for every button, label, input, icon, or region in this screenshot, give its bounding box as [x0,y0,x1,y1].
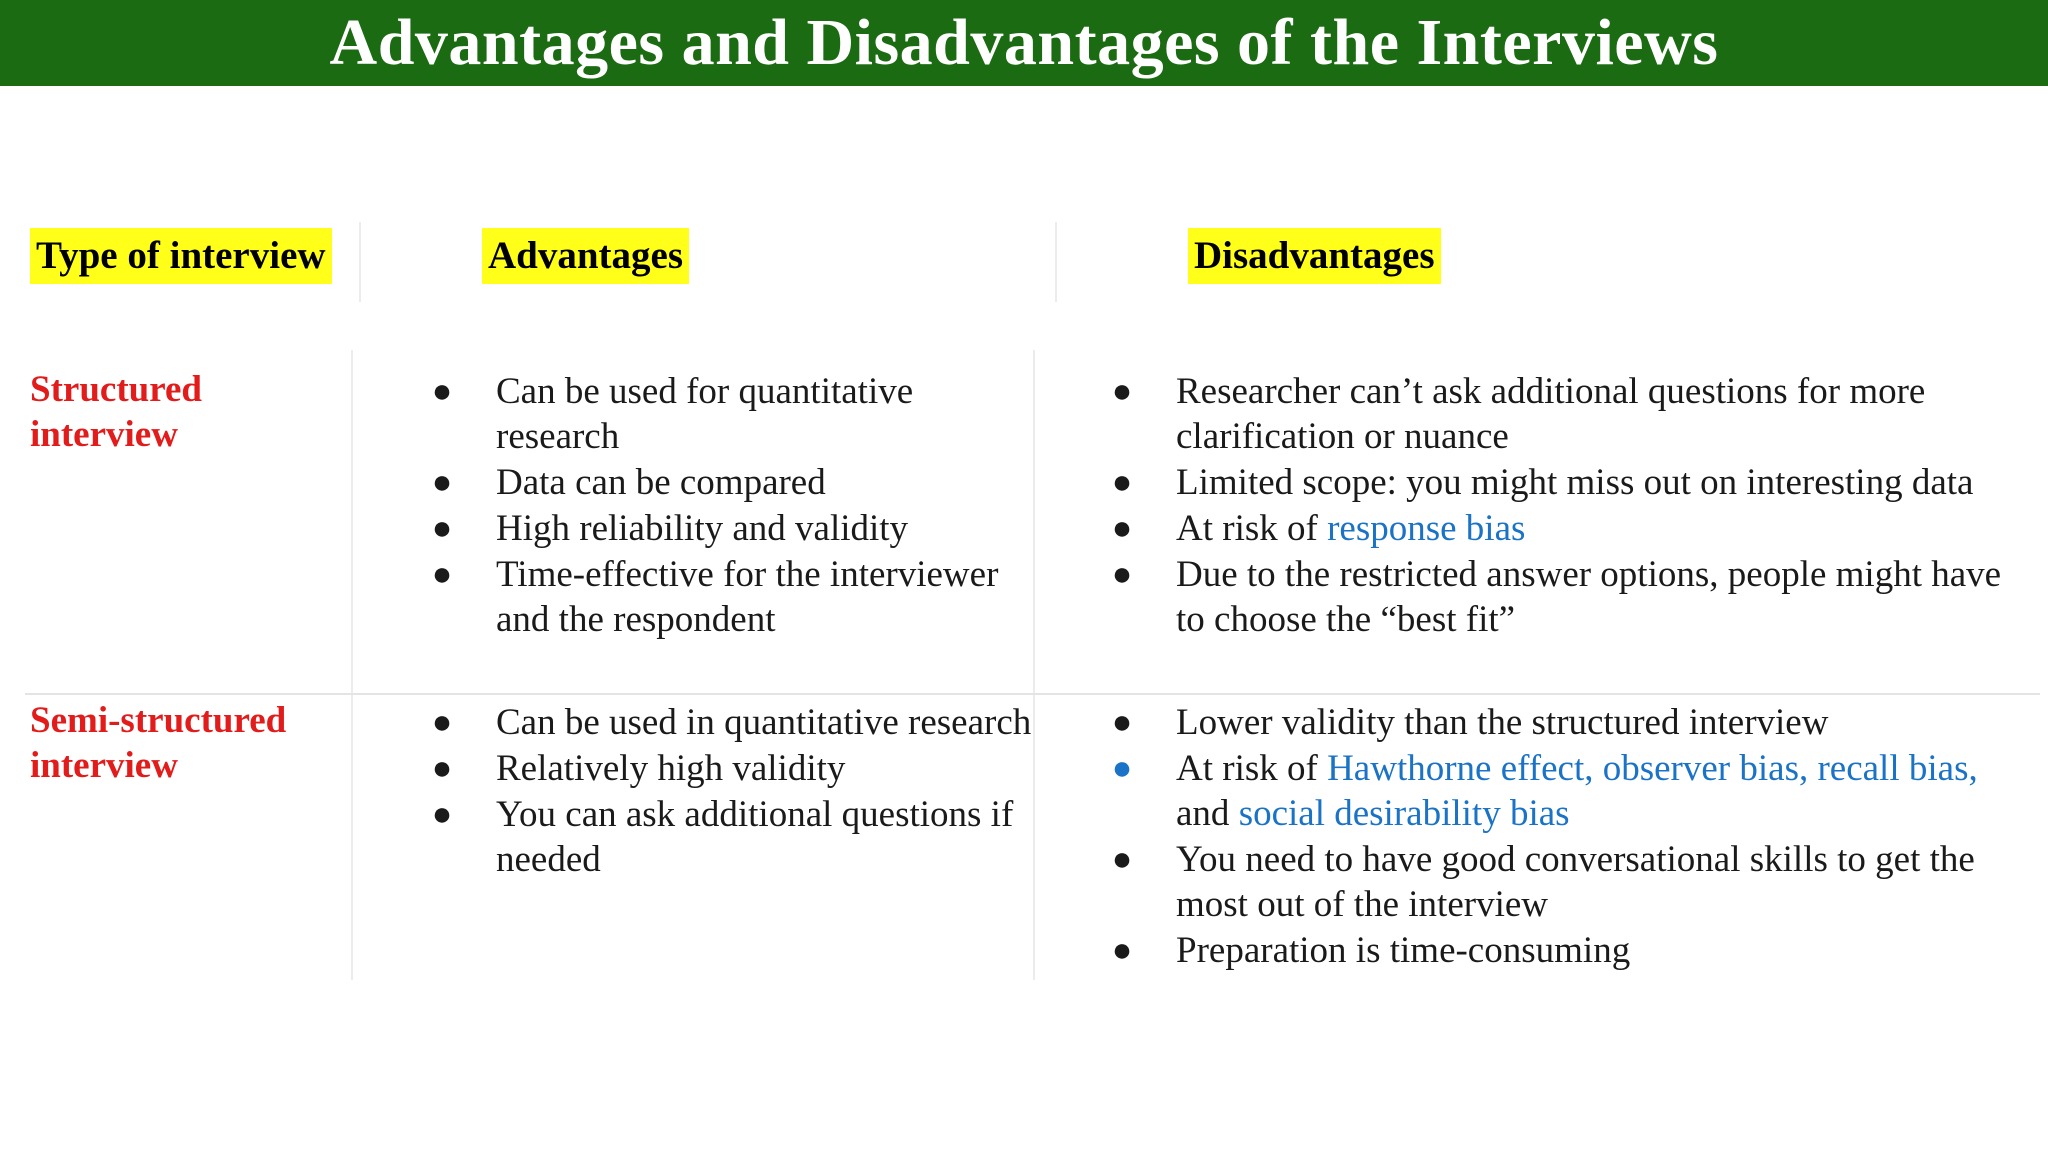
bullet-icon: ● [431,704,453,741]
list-item: ● At risk of response bias [1107,506,2032,551]
row-label-semi-structured [30,698,350,788]
column-divider-1 [351,350,353,980]
row-label-structured [30,367,350,457]
list-item: ● You need to have good conversational skills to get the most out of the interview [1107,837,2032,927]
bullet-icon: ● [431,556,453,593]
page-title: Advantages and Disadvantages of the Interviews [329,6,1719,79]
social-desirability-bias-link[interactable]: social desirability bias [1238,793,1570,834]
list-item: ● High reliability and validity [427,506,1037,551]
row-label-line2: interview [30,414,178,455]
header-disadvantages: Disadvantages [1188,228,1441,284]
list-item: ● Can be used for quantitative research [427,369,1037,459]
bullet-icon: ● [1111,704,1133,741]
bullet-icon: ● [1111,510,1133,547]
row-label-line2: interview [30,745,178,786]
list-item: ● At risk of Hawthorne effect, observer bias, recall bias, and social desirability bias [1107,746,2032,836]
list-item: ● Researcher can’t ask additional questions for more clarification or nuance [1107,369,2032,459]
header-type-of-interview: Type of interview [30,228,332,284]
bullet-icon: ● [431,510,453,547]
bullet-icon: ● [431,796,453,833]
list-item: ● Relatively high validity [427,746,1037,791]
bullet-icon: ● [1111,373,1133,410]
header-divider-1 [359,222,361,302]
bullet-icon: ● [1111,464,1133,501]
list-item: ● Lower validity than the structured interview [1107,700,2032,745]
list-item: ● Due to the restricted answer options, people might have to choose the “best fit” [1107,552,2032,642]
list-item: ● You can ask additional questions if needed [427,792,1037,882]
title-bar [0,0,2048,86]
row-label-line1: Structured [30,369,202,410]
semi-structured-disadvantages-list [1107,700,2032,974]
structured-disadvantages-list [1107,369,2032,643]
row-divider [25,693,2040,695]
bullet-icon: ● [1111,750,1133,787]
list-item: ● Time-effective for the interviewer and the respondent [427,552,1037,642]
bullet-icon: ● [1111,932,1133,969]
bullet-icon: ● [431,464,453,501]
list-item: ● Can be used in quantitative research [427,700,1037,745]
bias-types-link[interactable]: Hawthorne effect, observer bias, recall bias, [1327,748,1978,789]
header-divider-2 [1055,222,1057,302]
list-item: ● Limited scope: you might miss out on interesting data [1107,460,2032,505]
structured-advantages-list [427,369,1037,643]
header-advantages: Advantages [482,228,689,284]
list-item: ● Preparation is time-consuming [1107,928,2032,973]
semi-structured-advantages-list [427,700,1037,883]
list-item: ● Data can be compared [427,460,1037,505]
bullet-icon: ● [431,750,453,787]
response-bias-link[interactable]: response bias [1327,508,1526,549]
bullet-icon: ● [431,373,453,410]
row-label-line1: Semi-structured [30,700,287,741]
bullet-icon: ● [1111,841,1133,878]
bullet-icon: ● [1111,556,1133,593]
